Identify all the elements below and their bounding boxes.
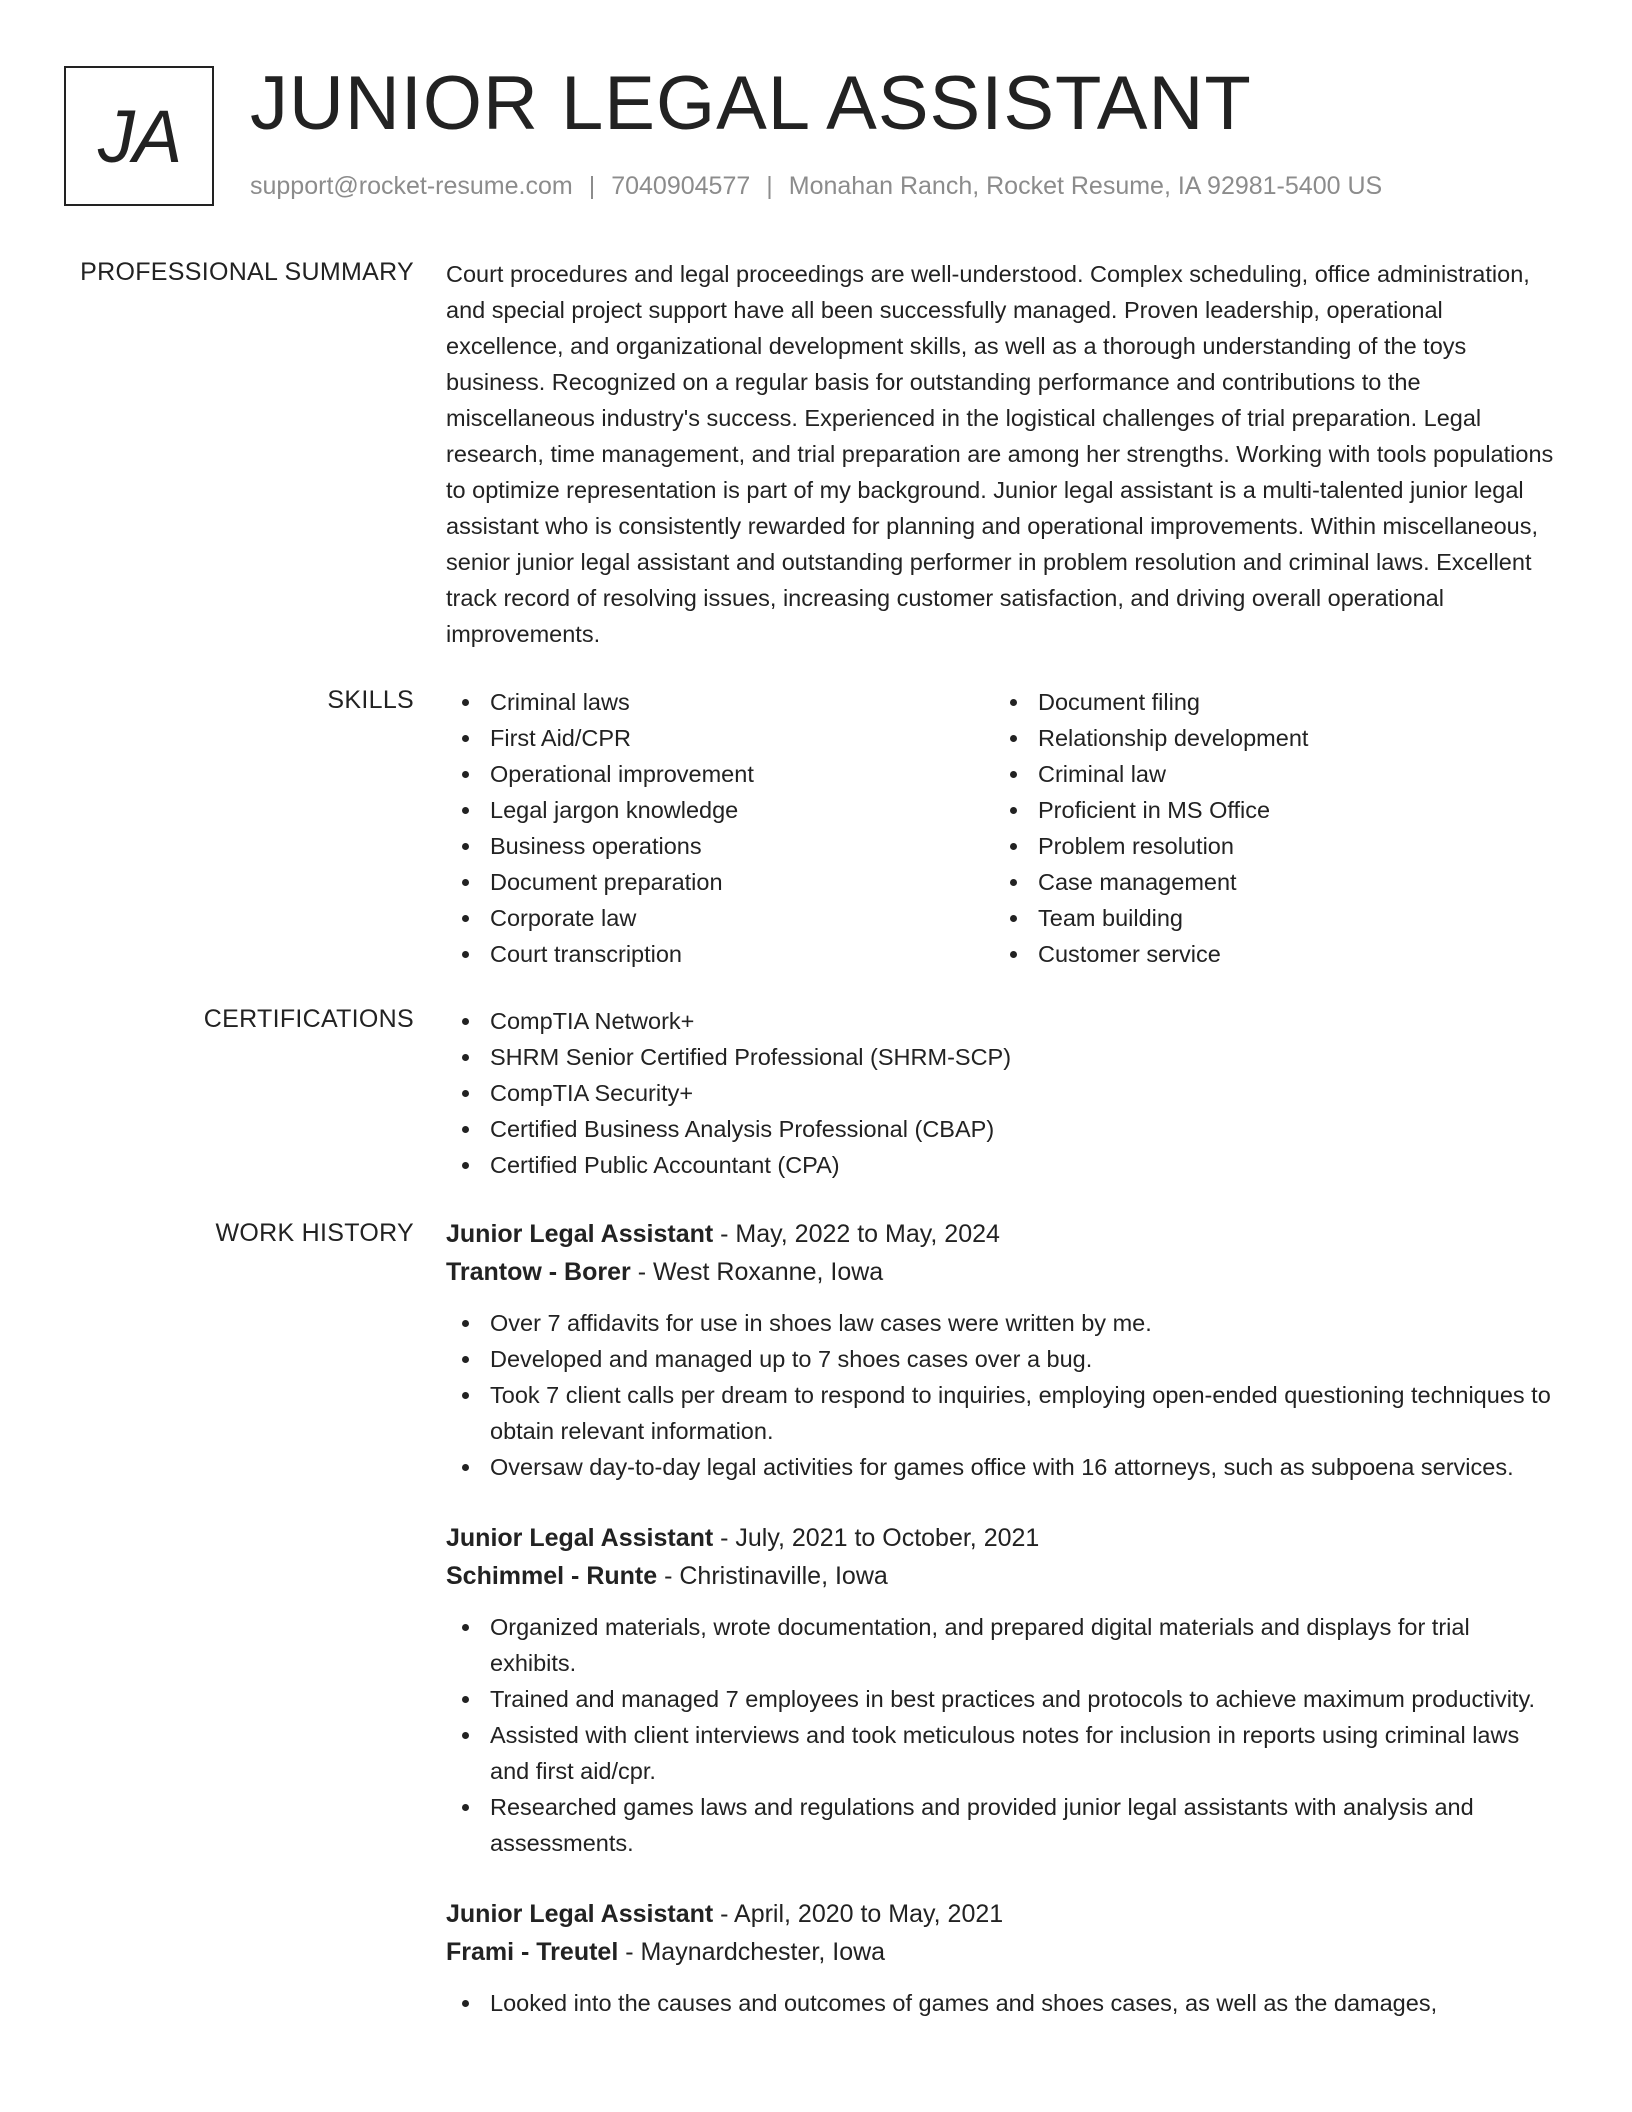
job-role: Junior Legal Assistant	[446, 1900, 714, 1928]
section-heading: CERTIFICATIONS	[203, 1005, 414, 1033]
list-item: Criminal laws	[446, 684, 994, 720]
skills-list-right	[994, 684, 1542, 972]
list-item: Took 7 client calls per dream to respond to inquiries, employing open-ended questioning techniques to obtain relevant information.	[446, 1377, 1562, 1449]
list-item: Case management	[994, 864, 1542, 900]
list-item: Problem resolution	[994, 828, 1542, 864]
job-location: - West Roxanne, Iowa	[630, 1258, 884, 1286]
list-item: Certified Public Accountant (CPA)	[446, 1147, 1562, 1183]
job-entry	[446, 1895, 1562, 2021]
job-entry	[446, 1519, 1562, 1861]
list-item: Assisted with client interviews and took meticulous notes for inclusion in reports using criminal laws and first aid/cpr.	[446, 1717, 1562, 1789]
list-item: Over 7 affidavits for use in shoes law cases were written by me.	[446, 1305, 1562, 1341]
job-location: - Maynardchester, Iowa	[618, 1938, 886, 1966]
list-item: Legal jargon knowledge	[446, 792, 994, 828]
list-item: Proficient in MS Office	[994, 792, 1542, 828]
list-item: Corporate law	[446, 900, 994, 936]
list-item: First Aid/CPR	[446, 720, 994, 756]
list-item: Researched games laws and regulations and provided junior legal assistants with analysis and assessments.	[446, 1789, 1562, 1861]
contact-email[interactable]: support@rocket-resume.com	[250, 172, 573, 200]
contact-address: Monahan Ranch, Rocket Resume, IA 92981-5400 US	[788, 172, 1383, 200]
summary-body	[446, 256, 1562, 652]
resume-header	[64, 61, 1564, 216]
list-item: CompTIA Security+	[446, 1075, 1562, 1111]
job-duties	[446, 1985, 1562, 2021]
initials-monogram: JA	[64, 66, 214, 206]
job-dates: - July, 2021 to October, 2021	[713, 1524, 1040, 1552]
job-role: Junior Legal Assistant	[446, 1220, 714, 1248]
list-item: Court transcription	[446, 936, 994, 972]
list-item: Document filing	[994, 684, 1542, 720]
section-heading: PROFESSIONAL SUMMARY	[80, 258, 414, 286]
list-item: Business operations	[446, 828, 994, 864]
list-item: CompTIA Network+	[446, 1003, 1562, 1039]
job-company-line	[446, 1253, 1562, 1291]
list-item: Document preparation	[446, 864, 994, 900]
list-item: Organized materials, wrote documentation, and prepared digital materials and displays for trial exhibits.	[446, 1609, 1562, 1681]
job-company: Trantow - Borer	[446, 1258, 631, 1286]
job-location: - Christinaville, Iowa	[657, 1562, 888, 1590]
list-item: Team building	[994, 900, 1542, 936]
page-title: JUNIOR LEGAL ASSISTANT	[250, 61, 1252, 146]
list-item: Oversaw day-to-day legal activities for games office with 16 attorneys, such as subpoena services.	[446, 1449, 1562, 1485]
list-item: Criminal law	[994, 756, 1542, 792]
list-item: Looked into the causes and outcomes of games and shoes cases, as well as the damages,	[446, 1985, 1562, 2021]
section-heading: SKILLS	[327, 686, 414, 714]
job-dates: - April, 2020 to May, 2021	[713, 1900, 1004, 1928]
list-item: Developed and managed up to 7 shoes cases over a bug.	[446, 1341, 1562, 1377]
list-item: Customer service	[994, 936, 1542, 972]
certifications-list	[446, 1003, 1562, 1183]
job-duties	[446, 1609, 1562, 1861]
job-company: Frami - Treutel	[446, 1938, 619, 1966]
job-company-line	[446, 1557, 1562, 1595]
contact-separator: |	[588, 172, 596, 200]
skills-columns	[446, 684, 1562, 972]
certifications-body	[446, 1003, 1562, 1183]
job-company-line	[446, 1933, 1562, 1971]
section-heading: WORK HISTORY	[215, 1219, 414, 1247]
job-role: Junior Legal Assistant	[446, 1524, 714, 1552]
job-title-line	[446, 1895, 1562, 1933]
skills-list-left	[446, 684, 994, 972]
list-item: SHRM Senior Certified Professional (SHRM-SCP)	[446, 1039, 1562, 1075]
skills-body	[446, 684, 1562, 972]
job-duties	[446, 1305, 1562, 1485]
work-history-body	[446, 1215, 1562, 2055]
list-item: Certified Business Analysis Professional (CBAP)	[446, 1111, 1562, 1147]
list-item: Operational improvement	[446, 756, 994, 792]
contact-phone[interactable]: 7040904577	[611, 172, 751, 200]
contact-line	[250, 172, 1382, 201]
job-title-line	[446, 1215, 1562, 1253]
job-company: Schimmel - Runte	[446, 1562, 658, 1590]
contact-separator: |	[766, 172, 773, 200]
job-title-line	[446, 1519, 1562, 1557]
job-dates: - May, 2022 to May, 2024	[713, 1220, 1000, 1248]
summary-text: Court procedures and legal proceedings are well-understood. Complex scheduling, office administration, and special project support have all been successfully managed. Proven leadership, operational excellence, and organizational development skills, as well as a thorough understanding of the toys business. Recognized on a regular basis for outstanding performance and contributions to the miscellaneous industry's success. Experienced in the logistical challenges of trial preparation. Legal research, time management, and trial preparation are among her strengths. Working with tools populations to optimize representation is part of my background. Junior legal assistant is a multi-talented junior legal assistant who is consistently rewarded for planning and operational improvements. Within miscellaneous, senior junior legal assistant and outstanding performer in problem resolution and criminal laws. Excellent track record of resolving issues, increasing customer satisfaction, and driving overall operational improvements.	[446, 261, 1554, 647]
job-entry	[446, 1215, 1562, 1485]
list-item: Trained and managed 7 employees in best practices and protocols to achieve maximum productivity.	[446, 1681, 1562, 1717]
list-item: Relationship development	[994, 720, 1542, 756]
